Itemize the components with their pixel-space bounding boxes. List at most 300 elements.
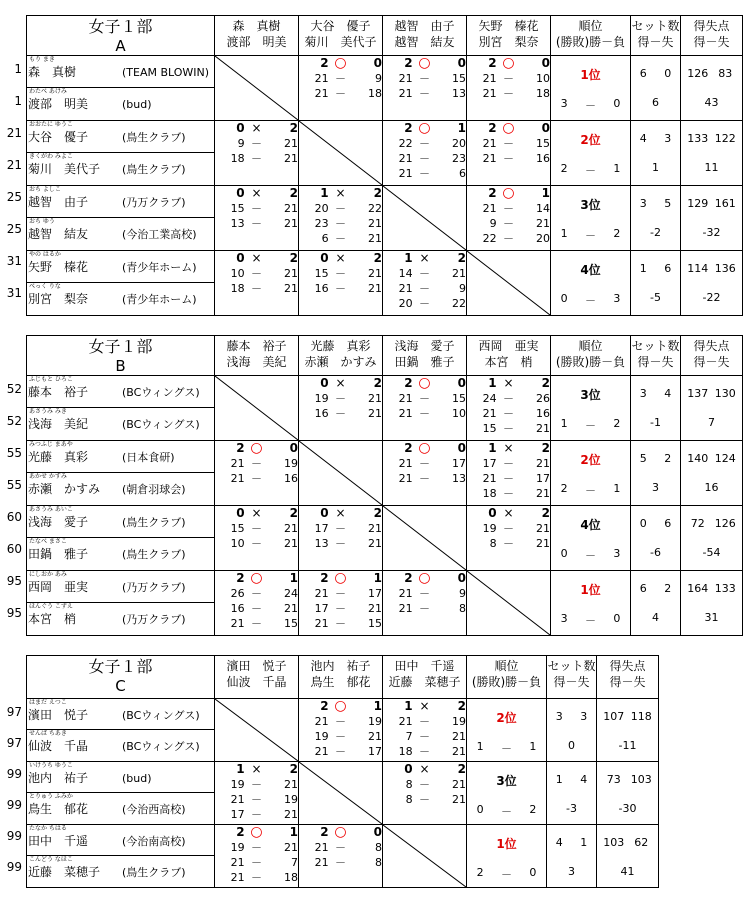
game-points-for: 19 (230, 778, 245, 791)
sets-won-lost (631, 67, 680, 80)
games-lost: 2 (373, 186, 382, 200)
game-points-against: 17 (536, 472, 550, 485)
set-difference: 0 (568, 739, 575, 752)
pair-cell (27, 251, 215, 316)
game-score (383, 406, 466, 421)
game-points-against: 13 (452, 472, 466, 485)
points-against: 103 (630, 773, 652, 786)
win-loss (467, 803, 546, 819)
game-points-for: 15 (482, 422, 497, 435)
diagonal-line (467, 251, 550, 315)
match-result-cell (383, 441, 467, 506)
sets-cell (631, 571, 681, 636)
player-club: (TEAM BLOWIN) (122, 66, 210, 79)
game-points-against: 26 (536, 392, 550, 405)
match-result-cell (215, 186, 299, 251)
wins-count: 0 (560, 547, 568, 560)
player-entry (27, 121, 214, 153)
game-points-for: 16 (230, 602, 245, 615)
win-mark-icon: ○ (502, 55, 515, 71)
group-title-cell (27, 336, 215, 376)
wins-count: 2 (560, 482, 568, 495)
player-entry (27, 186, 214, 218)
player-entry (27, 538, 214, 570)
pair-cell (27, 441, 215, 506)
rank-value: 2位 (580, 453, 601, 467)
game-score (299, 601, 382, 616)
dash: － (251, 282, 262, 295)
game-points-for: 15 (230, 202, 245, 215)
dash: － (503, 487, 514, 500)
game-points-for: 21 (482, 72, 497, 85)
game-score (299, 201, 382, 216)
seed-number: 99 (6, 860, 22, 874)
dash: － (503, 152, 514, 165)
rank-cell (551, 121, 631, 186)
player-entry (27, 730, 214, 761)
opponent-header-name: 仙波 千晶 (226, 675, 287, 689)
games-lost: 2 (289, 251, 298, 265)
points-cell (681, 56, 743, 121)
match-total (467, 56, 550, 71)
sets-cell (631, 376, 681, 441)
match-score (215, 121, 298, 166)
game-points-for: 24 (482, 392, 497, 405)
player-club: (今治西高校) (122, 803, 186, 816)
game-score (299, 281, 382, 296)
player-name-reading: わたべ あけみ (29, 88, 67, 95)
rank-cell (551, 441, 631, 506)
match-result-cell (383, 762, 467, 825)
match-score (467, 441, 550, 501)
dash: － (335, 72, 346, 85)
sets-lost: 2 (664, 582, 672, 595)
rank-header (467, 656, 547, 699)
dash: － (419, 392, 430, 405)
player-name-reading: いけうち ゆうこ (29, 762, 73, 769)
match-result-cell (467, 441, 551, 506)
game-points-against: 15 (452, 392, 466, 405)
game-points-against: 20 (536, 232, 550, 245)
points-against: 136 (714, 262, 736, 275)
game-points-against: 21 (284, 152, 298, 165)
game-points-against: 21 (284, 282, 298, 295)
match-total (299, 571, 382, 586)
sets-lost: 3 (580, 710, 588, 723)
group-letter: B (115, 357, 126, 375)
opponent-header-name: 越智 由子 (394, 19, 455, 33)
game-points-for: 9 (489, 217, 497, 230)
sets-cell (631, 251, 681, 316)
game-score (383, 136, 466, 151)
match-total (215, 441, 298, 456)
opponent-header-name: 渡部 明美 (226, 35, 287, 49)
dash: － (335, 202, 346, 215)
game-points-against: 21 (368, 730, 382, 743)
match-result-cell (299, 825, 383, 888)
match-total (383, 56, 466, 71)
player-name: 池内 祐子 (28, 771, 89, 785)
player-entry (27, 793, 214, 824)
player-name-reading: とりゅう ふみか (29, 793, 73, 800)
win-loss (551, 97, 630, 113)
dash: － (251, 856, 262, 869)
match-total (467, 186, 550, 201)
points-cell (681, 121, 743, 186)
sets-won: 4 (555, 836, 563, 849)
seed-number: 97 (6, 705, 22, 719)
win-mark-icon: ○ (418, 55, 431, 71)
points-against: 118 (630, 710, 652, 723)
points-for: 73 (606, 773, 621, 786)
losses-count: 2 (613, 227, 621, 240)
dash: － (419, 715, 430, 728)
losses-count: 0 (613, 612, 621, 625)
game-points-for: 22 (398, 137, 413, 150)
points-cell (681, 186, 743, 251)
games-won: 0 (236, 251, 245, 265)
point-difference: -11 (618, 739, 637, 752)
games-lost: 0 (457, 56, 466, 70)
player-name-reading: こんどう なほこ (29, 856, 73, 863)
player-name: 越智 由子 (28, 195, 89, 209)
point-difference: 43 (704, 96, 719, 109)
game-score (467, 136, 550, 151)
player-name: 矢野 榛花 (28, 260, 89, 274)
games-won: 0 (488, 506, 497, 520)
match-result-cell (215, 441, 299, 506)
player-club: (BCウィングス) (122, 709, 200, 722)
game-points-for: 15 (314, 267, 329, 280)
seed-number: 95 (6, 606, 22, 620)
points-for: 140 (687, 452, 709, 465)
games-won: 2 (488, 186, 497, 200)
game-score (215, 201, 298, 216)
games-lost: 2 (373, 251, 382, 265)
point-difference: 31 (704, 611, 719, 624)
sets-sub-label: 得－失 (637, 35, 674, 49)
opponent-header (383, 656, 467, 699)
points-cell (681, 441, 743, 506)
match-total (215, 825, 298, 840)
player-name: 光藤 真彩 (28, 450, 89, 464)
match-score (383, 251, 466, 311)
rank-header (551, 336, 631, 376)
sets-won: 1 (639, 262, 647, 275)
group-title: 女子１部 (88, 657, 153, 676)
dash: － (251, 808, 262, 821)
points-against: 133 (714, 582, 736, 595)
dash: － (335, 232, 346, 245)
game-points-for: 21 (398, 152, 413, 165)
group-title: 女子１部 (88, 337, 153, 356)
match-score (383, 121, 466, 181)
match-total (299, 825, 382, 840)
win-loss (467, 740, 546, 756)
dash: － (503, 457, 514, 470)
game-points-for: 21 (314, 617, 329, 630)
game-score (467, 456, 550, 471)
set-difference: -6 (650, 546, 661, 559)
sets-won: 3 (639, 197, 647, 210)
game-points-against: 21 (284, 202, 298, 215)
loss-mark-icon: × (503, 376, 514, 390)
dash: － (419, 457, 430, 470)
diagonal-line (215, 56, 298, 120)
game-score (383, 471, 466, 486)
diagonal-line (215, 376, 298, 440)
dash: － (500, 868, 512, 881)
game-score (383, 456, 466, 471)
win-mark-icon: ○ (250, 570, 263, 586)
game-points-against: 21 (536, 217, 550, 230)
set-difference: -2 (650, 226, 661, 239)
games-won: 2 (236, 825, 245, 839)
match-result-cell (383, 56, 467, 121)
game-points-for: 13 (230, 217, 245, 230)
dash: － (335, 282, 346, 295)
game-points-for: 21 (314, 87, 329, 100)
sets-lost: 5 (664, 197, 672, 210)
player-name-reading: たなべ まさこ (29, 538, 67, 545)
match-score (467, 506, 550, 551)
games-won: 1 (488, 376, 497, 390)
pair-cell (27, 825, 215, 888)
round-robin-table (26, 15, 743, 316)
player-name-reading: みつふじ まあや (29, 441, 73, 448)
game-points-for: 21 (314, 856, 329, 869)
dash: － (251, 587, 262, 600)
win-loss (551, 482, 630, 498)
seed-number: 99 (6, 829, 22, 843)
game-score (299, 266, 382, 281)
game-points-against: 19 (284, 793, 298, 806)
game-points-against: 16 (284, 472, 298, 485)
seed-number: 1 (14, 94, 22, 108)
opponent-header-name: 浅海 愛子 (394, 339, 455, 353)
games-won: 0 (236, 121, 245, 135)
games-lost: 2 (541, 506, 550, 520)
game-score (215, 536, 298, 551)
points-header-label: 得失点 (609, 659, 646, 673)
player-name-reading: おおたに ゆうこ (29, 121, 73, 128)
diagonal-line (383, 825, 466, 887)
dash: － (584, 99, 596, 112)
game-points-against: 21 (368, 602, 382, 615)
game-points-against: 21 (284, 808, 298, 821)
match-total (467, 506, 550, 521)
games-lost: 0 (457, 441, 466, 455)
sets-lost: 6 (664, 517, 672, 530)
rank-cell (551, 186, 631, 251)
game-score (383, 777, 466, 792)
dash: － (584, 549, 596, 562)
opponent-header (215, 336, 299, 376)
seed-number: 97 (6, 736, 22, 750)
points-sub-label: 得－失 (693, 355, 730, 369)
game-points-for: 15 (230, 522, 245, 535)
game-points-for: 21 (314, 745, 329, 758)
sets-won: 6 (639, 582, 647, 595)
pair-cell (27, 506, 215, 571)
set-difference: -3 (566, 802, 577, 815)
player-name: 藤本 裕子 (28, 385, 89, 399)
game-points-for: 21 (230, 871, 245, 884)
wins-count: 2 (476, 866, 484, 879)
dash: － (503, 217, 514, 230)
game-score (299, 714, 382, 729)
player-entry (27, 762, 214, 793)
dash: － (251, 537, 262, 550)
losses-count: 2 (613, 417, 621, 430)
sets-won-lost (631, 197, 680, 210)
dash: － (335, 841, 346, 854)
match-total (299, 506, 382, 521)
dash: － (500, 742, 512, 755)
self-match-cell (383, 186, 467, 251)
game-points-for: 13 (314, 537, 329, 550)
sets-won: 0 (639, 517, 647, 530)
game-points-against: 21 (368, 267, 382, 280)
player-name-reading: おち ゆう (29, 218, 55, 225)
opponent-header-name: 近藤 菜穂子 (388, 675, 461, 689)
wins-count: 3 (560, 612, 568, 625)
game-points-against: 16 (536, 152, 550, 165)
sets-won: 1 (555, 773, 563, 786)
match-result-cell (215, 251, 299, 316)
sets-won-lost (547, 773, 596, 786)
match-result-cell (383, 699, 467, 762)
winloss-header-label: (勝敗)勝－負 (555, 35, 626, 49)
points-against: 126 (714, 517, 736, 530)
rank-value: 2位 (580, 133, 601, 147)
dash: － (419, 778, 430, 791)
game-points-for: 14 (398, 267, 413, 280)
win-mark-icon: ○ (418, 375, 431, 391)
sets-cell (631, 186, 681, 251)
loss-mark-icon: × (251, 121, 262, 135)
dash: － (419, 407, 430, 420)
game-points-for: 19 (314, 730, 329, 743)
seed-number: 99 (6, 767, 22, 781)
points-for: 72 (690, 517, 705, 530)
dash: － (503, 422, 514, 435)
set-difference: 4 (652, 611, 659, 624)
game-points-for: 21 (314, 841, 329, 854)
dash: － (419, 152, 430, 165)
loss-mark-icon: × (335, 506, 346, 520)
player-name-reading: あさうみ あいこ (29, 506, 73, 513)
games-won: 2 (236, 571, 245, 585)
game-points-against: 8 (375, 841, 382, 854)
dash: － (419, 602, 430, 615)
dash: － (335, 745, 346, 758)
table-row (27, 56, 743, 121)
game-score (215, 840, 298, 855)
points-cell (597, 699, 659, 762)
player-club: (BCウィングス) (122, 386, 200, 399)
points-against: 122 (714, 132, 736, 145)
game-points-for: 21 (398, 472, 413, 485)
pair-cell (27, 121, 215, 186)
game-points-against: 21 (284, 137, 298, 150)
game-points-for: 20 (398, 297, 413, 310)
sets-won-lost (631, 387, 680, 400)
points-sub-label: 得－失 (693, 35, 730, 49)
dash: － (419, 167, 430, 180)
self-match-cell (215, 376, 299, 441)
game-score (215, 151, 298, 166)
seed-number: 60 (6, 510, 22, 524)
game-points-against: 18 (536, 87, 550, 100)
games-lost: 0 (457, 571, 466, 585)
game-score (299, 521, 382, 536)
sets-lost: 0 (664, 67, 672, 80)
sets-won-lost (631, 582, 680, 595)
dash: － (335, 87, 346, 100)
points-for: 137 (687, 387, 709, 400)
match-result-cell (299, 699, 383, 762)
opponent-header-name: 田鍋 雅子 (394, 355, 455, 369)
match-result-cell (467, 506, 551, 571)
match-total (467, 121, 550, 136)
pair-cell (27, 376, 215, 441)
winloss-header-label: (勝敗)勝－負 (471, 675, 542, 689)
match-score (215, 186, 298, 231)
dash: － (419, 793, 430, 806)
game-points-for: 21 (230, 617, 245, 630)
match-total (215, 186, 298, 201)
game-points-for: 21 (314, 72, 329, 85)
games-lost: 0 (541, 56, 550, 70)
player-name: 浅海 愛子 (28, 515, 89, 529)
sets-sub-label: 得－失 (637, 355, 674, 369)
match-score (383, 699, 466, 759)
point-difference: -32 (702, 226, 721, 239)
games-lost: 2 (373, 506, 382, 520)
rank-cell (551, 251, 631, 316)
points-cell (597, 825, 659, 888)
dash: － (503, 137, 514, 150)
player-name-reading: あかせ かすみ (29, 473, 67, 480)
match-score (299, 699, 382, 759)
self-match-cell (383, 506, 467, 571)
opponent-header-name: 鳥生 郁花 (310, 675, 371, 689)
table-row (27, 186, 743, 251)
sets-cell (547, 825, 597, 888)
dash: － (251, 793, 262, 806)
sets-cell (631, 441, 681, 506)
match-result-cell (299, 506, 383, 571)
player-club: (乃万クラブ) (122, 581, 186, 594)
match-score (467, 376, 550, 436)
match-total (299, 251, 382, 266)
points-against: 130 (714, 387, 736, 400)
opponent-header-name: 光藤 真彩 (310, 339, 371, 353)
player-name: 鳥生 郁花 (28, 802, 89, 816)
point-difference: 11 (704, 161, 719, 174)
game-score (467, 231, 550, 246)
game-score (467, 536, 550, 551)
dash: － (419, 745, 430, 758)
game-points-for: 20 (314, 202, 329, 215)
self-match-cell (467, 571, 551, 636)
dash: － (335, 715, 346, 728)
point-difference: 16 (704, 481, 719, 494)
table-row (27, 121, 743, 186)
games-lost: 1 (541, 186, 550, 200)
sets-header (631, 16, 681, 56)
